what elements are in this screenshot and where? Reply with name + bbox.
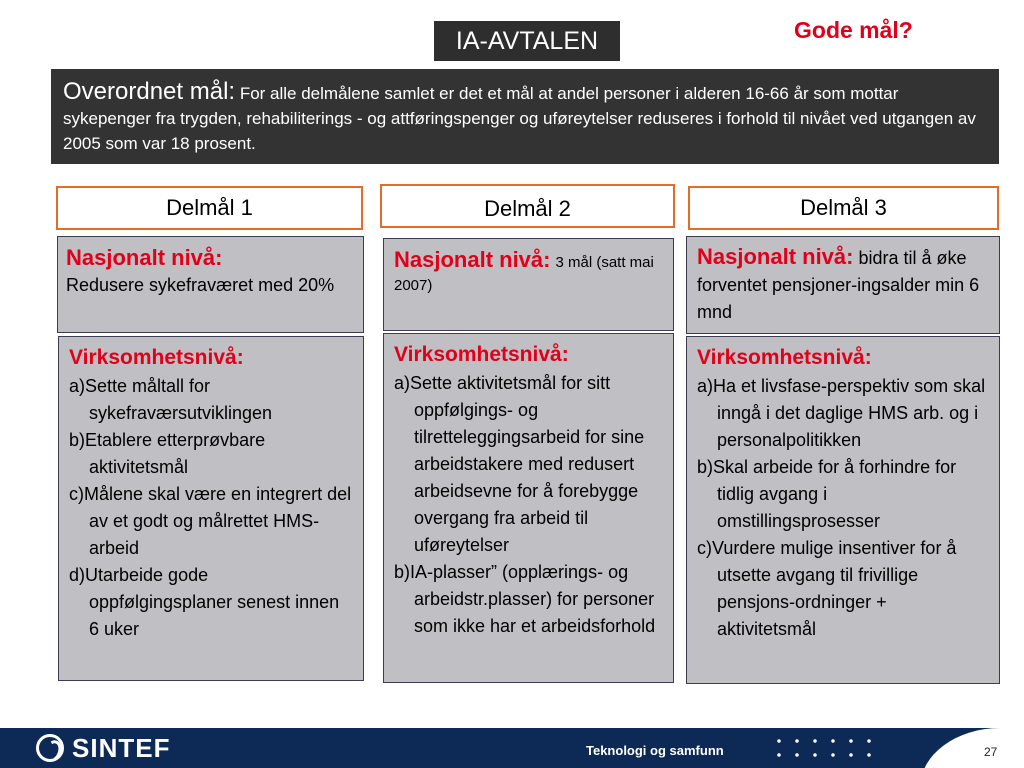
overall-goal-box bbox=[51, 69, 999, 164]
list-item: a)Sette måltall for sykefraværsutviklingen bbox=[69, 376, 273, 423]
logo-text: SINTEF bbox=[72, 732, 171, 763]
business-label: Virksomhetsnivå: bbox=[697, 346, 872, 369]
delmal-2-business bbox=[383, 333, 674, 683]
list-item: c)Vurdere mulige insentiver for å utsette avgang til frivillige pensjons-ordninger + aktivitetsmål bbox=[697, 538, 957, 639]
dot-pattern-icon bbox=[770, 734, 880, 764]
delmal-1-national bbox=[57, 236, 364, 333]
page-number: 27 bbox=[984, 745, 998, 759]
sintef-logo-icon bbox=[36, 734, 64, 762]
delmal-3-national bbox=[686, 236, 1000, 334]
delmal-1-business bbox=[58, 336, 364, 681]
slide-title: IA-AVTALEN bbox=[434, 21, 620, 61]
slide-question: Gode mål? bbox=[794, 17, 913, 43]
business-label: Virksomhetsnivå: bbox=[69, 346, 244, 369]
national-text: 3 mål (satt mai 2007) bbox=[394, 254, 654, 294]
list-item: b)IA-plasser” (opplærings- og arbeidstr.plasser) for personer som ikke har et arbeidsforhold bbox=[394, 562, 656, 636]
list-item: b)Skal arbeide for å forhindre for tidlig avgang i omstillingsprosesser bbox=[697, 457, 957, 531]
list-item: c)Målene skal være en integrert del av et godt og målrettet HMS-arbeid bbox=[69, 484, 352, 558]
overall-goal-text: For alle delmålene samlet er det et mål at andel personer i alderen 16-66 år som mottar sykepenger fra trygden, rehabiliterings - og attføringspenger og uføreytelser reduseres i forhold til nivået ved utgangen av 2005 som var 18 prosent. bbox=[63, 84, 976, 153]
list-item: a)Sette aktivitetsmål for sitt oppfølgings- og tilretteleggingsarbeid for sine arbeidstakere med redusert arbeidsevne for å forebygge overgang fra arbeid til uføreytelser bbox=[394, 373, 645, 555]
footer-curve bbox=[920, 728, 1024, 768]
national-label: Nasjonalt nivå: bbox=[697, 244, 854, 269]
delmal-2-national bbox=[383, 238, 674, 331]
national-label: Nasjonalt nivå: bbox=[394, 247, 551, 272]
delmal-2-header: Delmål 2 bbox=[380, 184, 675, 228]
overall-goal-lead: Overordnet mål: bbox=[63, 78, 236, 105]
national-label: Nasjonalt nivå: bbox=[66, 245, 223, 270]
sintef-logo bbox=[36, 734, 170, 762]
business-label: Virksomhetsnivå: bbox=[394, 343, 569, 366]
list-item: b)Etablere etterprøvbare aktivitetsmål bbox=[69, 430, 266, 477]
footer-bar bbox=[0, 728, 1024, 768]
national-text: bidra til å øke forventet pensjoner-ingsalder min 6 mnd bbox=[697, 248, 980, 322]
list-item: a)Ha et livsfase-perspektiv som skal inngå i det daglige HMS arb. og i personalpolitikken bbox=[697, 376, 986, 450]
list-item: d)Utarbeide gode oppfølgingsplaner senest innen 6 uker bbox=[69, 565, 340, 639]
national-text: Redusere sykefraværet med 20% bbox=[66, 275, 335, 295]
delmal-3-header: Delmål 3 bbox=[688, 186, 999, 230]
delmal-1-header: Delmål 1 bbox=[56, 186, 363, 230]
department-label: Teknologi og samfunn bbox=[586, 743, 724, 758]
delmal-3-business bbox=[686, 336, 1000, 684]
